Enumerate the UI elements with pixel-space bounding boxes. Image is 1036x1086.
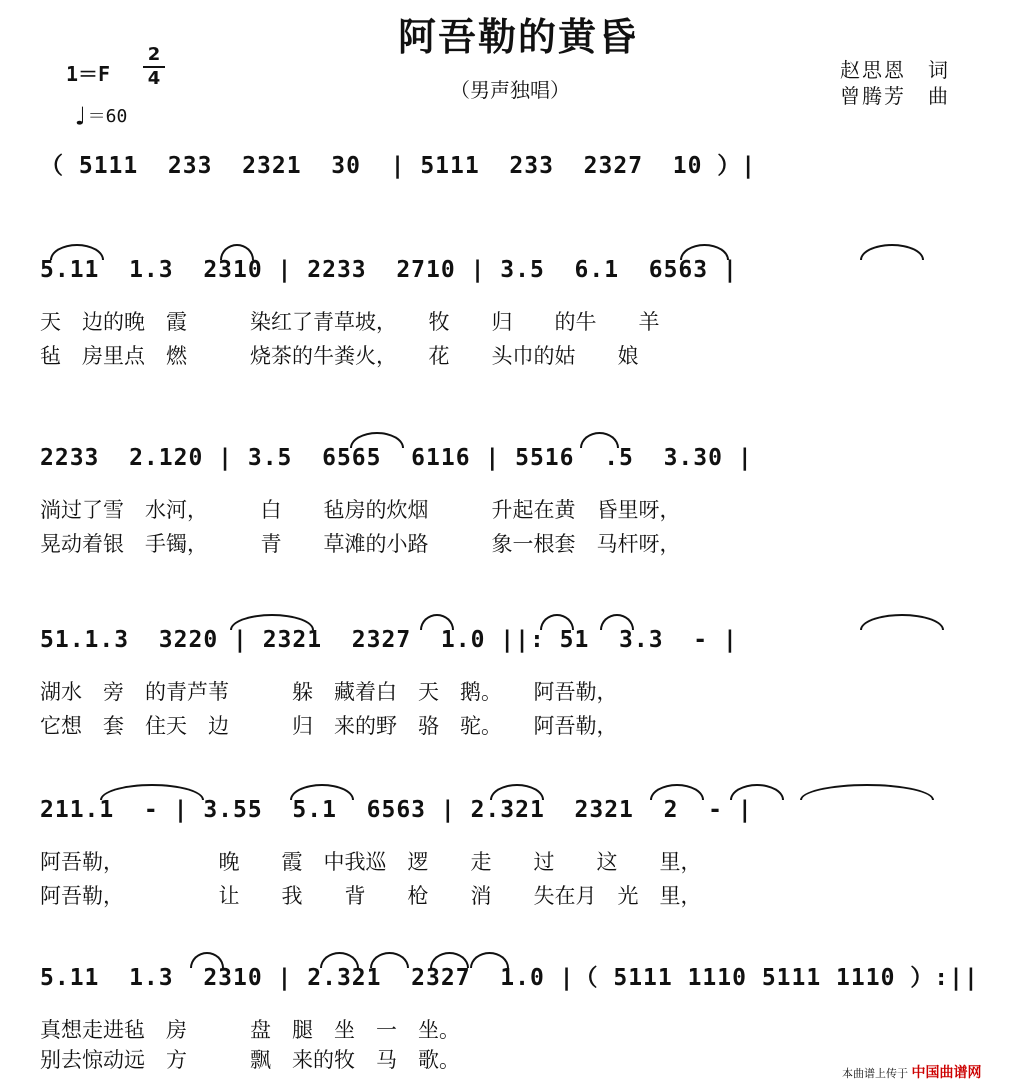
song-subtitle: （男声独唱） <box>450 78 570 102</box>
slur-mark <box>860 244 924 260</box>
lyric-verse-1: 天 边的晚 霞 染红了青草坡， 牧 归 的牛 羊 <box>40 310 660 334</box>
tempo-marking <box>72 102 127 132</box>
slur-mark <box>800 784 934 800</box>
tempo-value: ＝60 <box>87 106 128 127</box>
song-title: 阿吾勒的黄昏 <box>397 14 638 59</box>
score-row <box>40 148 1010 184</box>
notation-line: 2233 2.120 | 3.5 6565 6116 | 5516 .5 3.30 | <box>40 445 753 471</box>
lyric-verse-2: 它想 套 住天 边 归 来的野 骆 驼。 阿吾勒， <box>40 714 618 738</box>
notation-line: （ 5111 233 2321 30 | 5111 233 2327 10 ）| <box>40 153 757 179</box>
lyric-verse-2: 别去惊动远 方 飘 来的牧 马 歌。 <box>40 1048 460 1072</box>
score-row <box>40 252 1010 288</box>
composer-credit: 曾腾芳 曲 <box>840 84 950 108</box>
notation-line: 211.1 - | 3.55 5.1 6563 | 2.321 2321 2 - | <box>40 797 753 823</box>
score-row <box>40 440 1010 476</box>
key-signature: 1＝F <box>66 62 111 86</box>
time-signature-bottom: 4 <box>143 66 165 90</box>
notation-line: 5.11 1.3 2310 | 2.321 2327 1.0 |（ 5111 1110 5111 1110 ）:|| <box>40 965 979 991</box>
time-signature-top: 2 <box>147 44 161 65</box>
footer-site-logo[interactable]: 中国曲谱网 <box>911 1065 982 1081</box>
lyric-verse-1: 阿吾勒， 晚 霞 中我巡 逻 走 过 这 里， <box>40 850 702 874</box>
score-row <box>40 622 1010 658</box>
time-signature <box>143 44 165 90</box>
lyric-verse-2: 毡 房里点 燃 烧茶的牛粪火， 花 头巾的姑 娘 <box>40 344 639 368</box>
footer-text: 本曲谱上传于 <box>842 1067 908 1080</box>
score-row <box>40 960 1010 996</box>
notation-line: 51.1.3 3220 | 2321 2327 1.0 ||: 51 3.3 - | <box>40 627 738 653</box>
upload-footer <box>842 1062 982 1082</box>
lyric-verse-2: 晃动着银 手镯， 青 草滩的小路 象一根套 马杆呀， <box>40 532 681 556</box>
lyricist-credit: 赵思恩 词 <box>840 58 950 82</box>
slur-mark <box>860 614 944 630</box>
lyric-verse-2: 阿吾勒， 让 我 背 枪 消 失在月 光 里， <box>40 884 702 908</box>
lyric-verse-1: 真想走进毡 房 盘 腿 坐 一 坐。 <box>40 1018 460 1042</box>
notation-line: 5.11 1.3 2310 | 2233 2710 | 3.5 6.1 6563 | <box>40 257 738 283</box>
lyric-verse-1: 淌过了雪 水河， 白 毡房的炊烟 升起在黄 昏里呀， <box>40 498 681 522</box>
quarter-note-icon: ♩ <box>72 102 88 132</box>
score-row <box>40 792 1010 828</box>
lyric-verse-1: 湖水 旁 的青芦苇 躲 藏着白 天 鹅。 阿吾勒， <box>40 680 618 704</box>
